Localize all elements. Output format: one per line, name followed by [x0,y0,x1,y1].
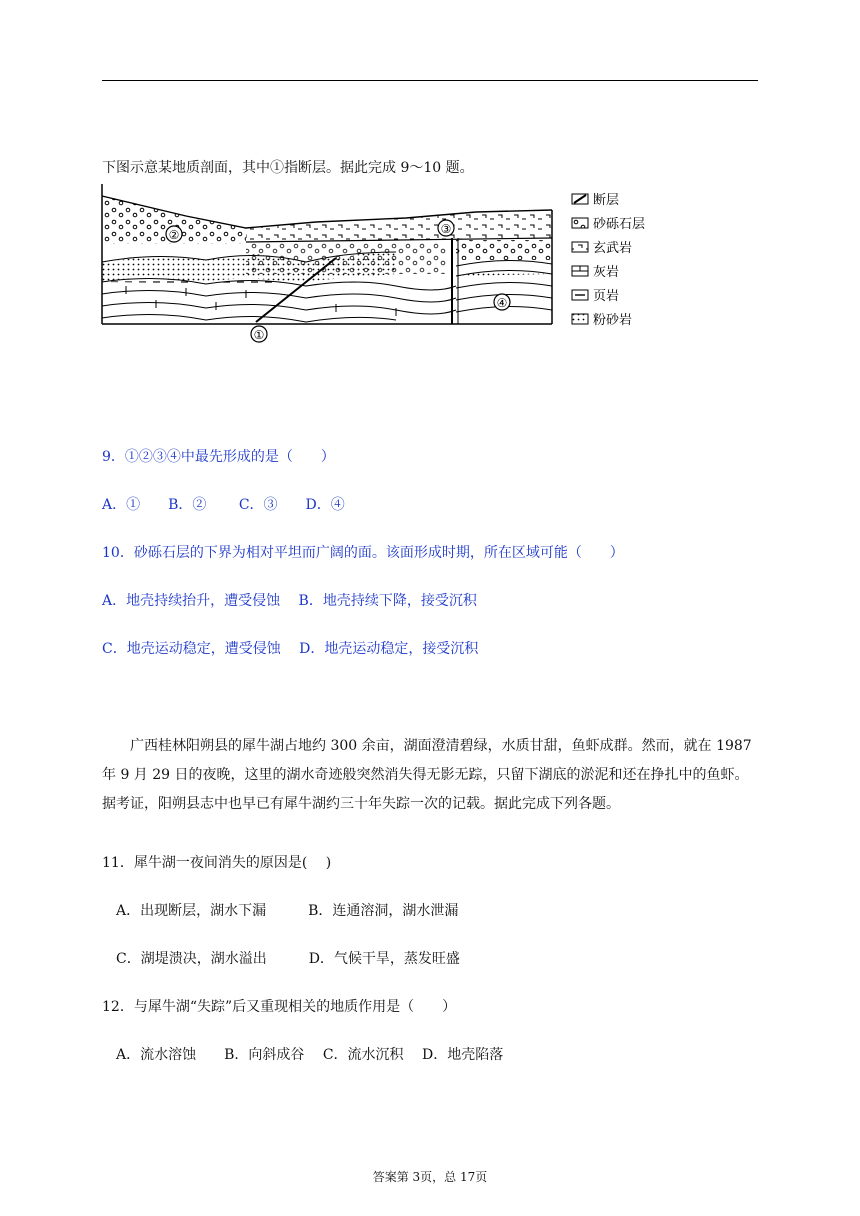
legend [572,192,645,328]
legend-fault: 断层 [593,193,620,208]
q9-options: A．① B．② C．③ D．④ [102,497,345,513]
q11-options-ab: A．出现断层，湖水下漏 B．连通溶洞，湖水泄漏 [116,903,459,919]
q12-options: A．流水溶蚀 B．向斜成谷 C．流水沉积 D．地壳陷落 [116,1047,504,1063]
marker-2: ② [168,228,180,242]
legend-limestone: 灰岩 [593,265,620,280]
q9-stem: 9．①②③④中最先形成的是（ ） [102,449,335,465]
q12-stem: 12．与犀牛湖“失踪”后又重现相关的地质作用是（ ） [102,999,457,1015]
q10-options-cd: C．地壳运动稳定，遭受侵蚀 D．地壳运动稳定，接受沉积 [102,641,479,657]
marker-3: ③ [440,222,452,236]
legend-gravel: 砂砾石层 [593,217,646,232]
legend-shale: 页岩 [593,289,620,304]
passage-text: 广西桂林阳朔县的犀牛湖占地约 300 余亩，湖面澄清碧绿，水质甘甜，鱼虾成群。然而，就在 1987 年 9 月 29 日的夜晚，这里的湖水奇迹般突然消失得无影无踪，只留下湖底的淤泥和还在挣扎中的鱼虾。据考证，阳朔县志中也早已有犀牛湖约三十年失踪一次的记载。据此完成下列各题。 [102,738,752,812]
geologic-section-figure [96,182,656,352]
page-footer: 答案第 3页，总 17页 [372,1170,488,1184]
header-rule [102,80,758,81]
q10-stem: 10．砂砾石层的下界为相对平坦而广阔的面。该面形成时期，所在区域可能（ ） [102,545,624,561]
intro-text: 下图示意某地质剖面，其中①指断层。据此完成 9～10 题。 [102,160,474,176]
legend-siltstone: 粉砂岩 [593,313,633,328]
marker-1: ① [253,328,265,342]
q10-options-ab: A．地壳持续抬升，遭受侵蚀 B．地壳持续下降，接受沉积 [102,593,477,609]
marker-4: ④ [496,296,508,310]
legend-basalt: 玄武岩 [593,241,633,256]
q11-stem: 11．犀牛湖一夜间消失的原因是( ) [102,855,332,871]
q11-options-cd: C．湖堤溃决，湖水溢出 D．气候干旱，蒸发旺盛 [116,951,460,967]
